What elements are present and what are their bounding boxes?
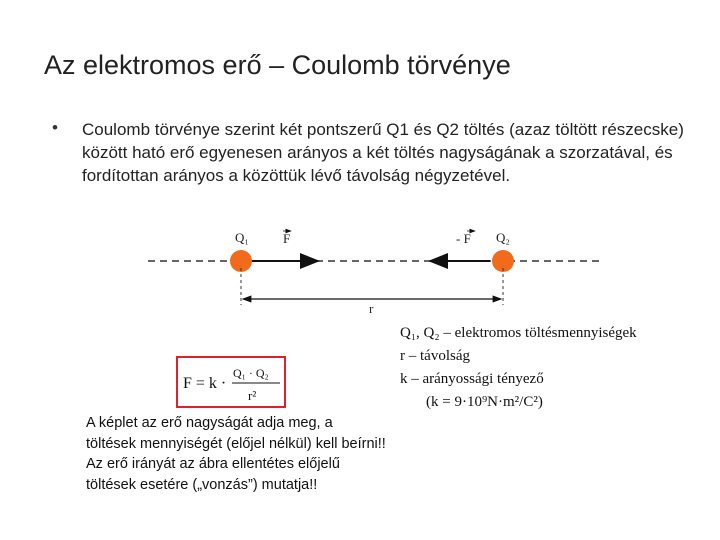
legend-charges: Q₁, Q₂ – elektromos töltésmennyiségek [400,325,637,341]
formula-note: A képlet az erő nagyságát adja meg, a töltések mennyiségét (előjel nélkül) kell beírni!! Az erő irányát az ábra ellentétes előjelű töltések esetére („vonzás”) mutatja!! [86,415,386,493]
formula-lhs: F = k · [183,375,227,392]
legend-constant: k – arányossági tényező [400,371,544,387]
q2-label: Q₂ [496,230,510,245]
legend-distance: r – távolság [400,348,470,364]
distance-label: r [369,301,374,316]
neg-force-label: - F [456,231,471,246]
q1-label: Q₁ [235,230,249,245]
formula-box [176,356,286,408]
bullet-marker: • [52,118,58,137]
legend-constant-value: (k = 9·10⁹N·m²/C²) [426,394,543,410]
formula-denominator: r² [248,388,257,403]
force-label: F [283,231,291,246]
coulomb-formula [178,358,284,406]
slide-title: Az elektromos erő – Coulomb törvénye [44,50,511,80]
bullet-text: Coulomb törvénye szerint két pontszerű Q1 és Q2 töltés (azaz töltött részecske) között ható erő egyenesen arányos a két töltés nagyságának a szorzatával, és fordítottan arányos a közöttük lévő távolság négyzetével. [82,120,684,185]
formula-numerator: Q₁ · Q₂ [233,366,269,380]
variable-legend [400,322,637,414]
